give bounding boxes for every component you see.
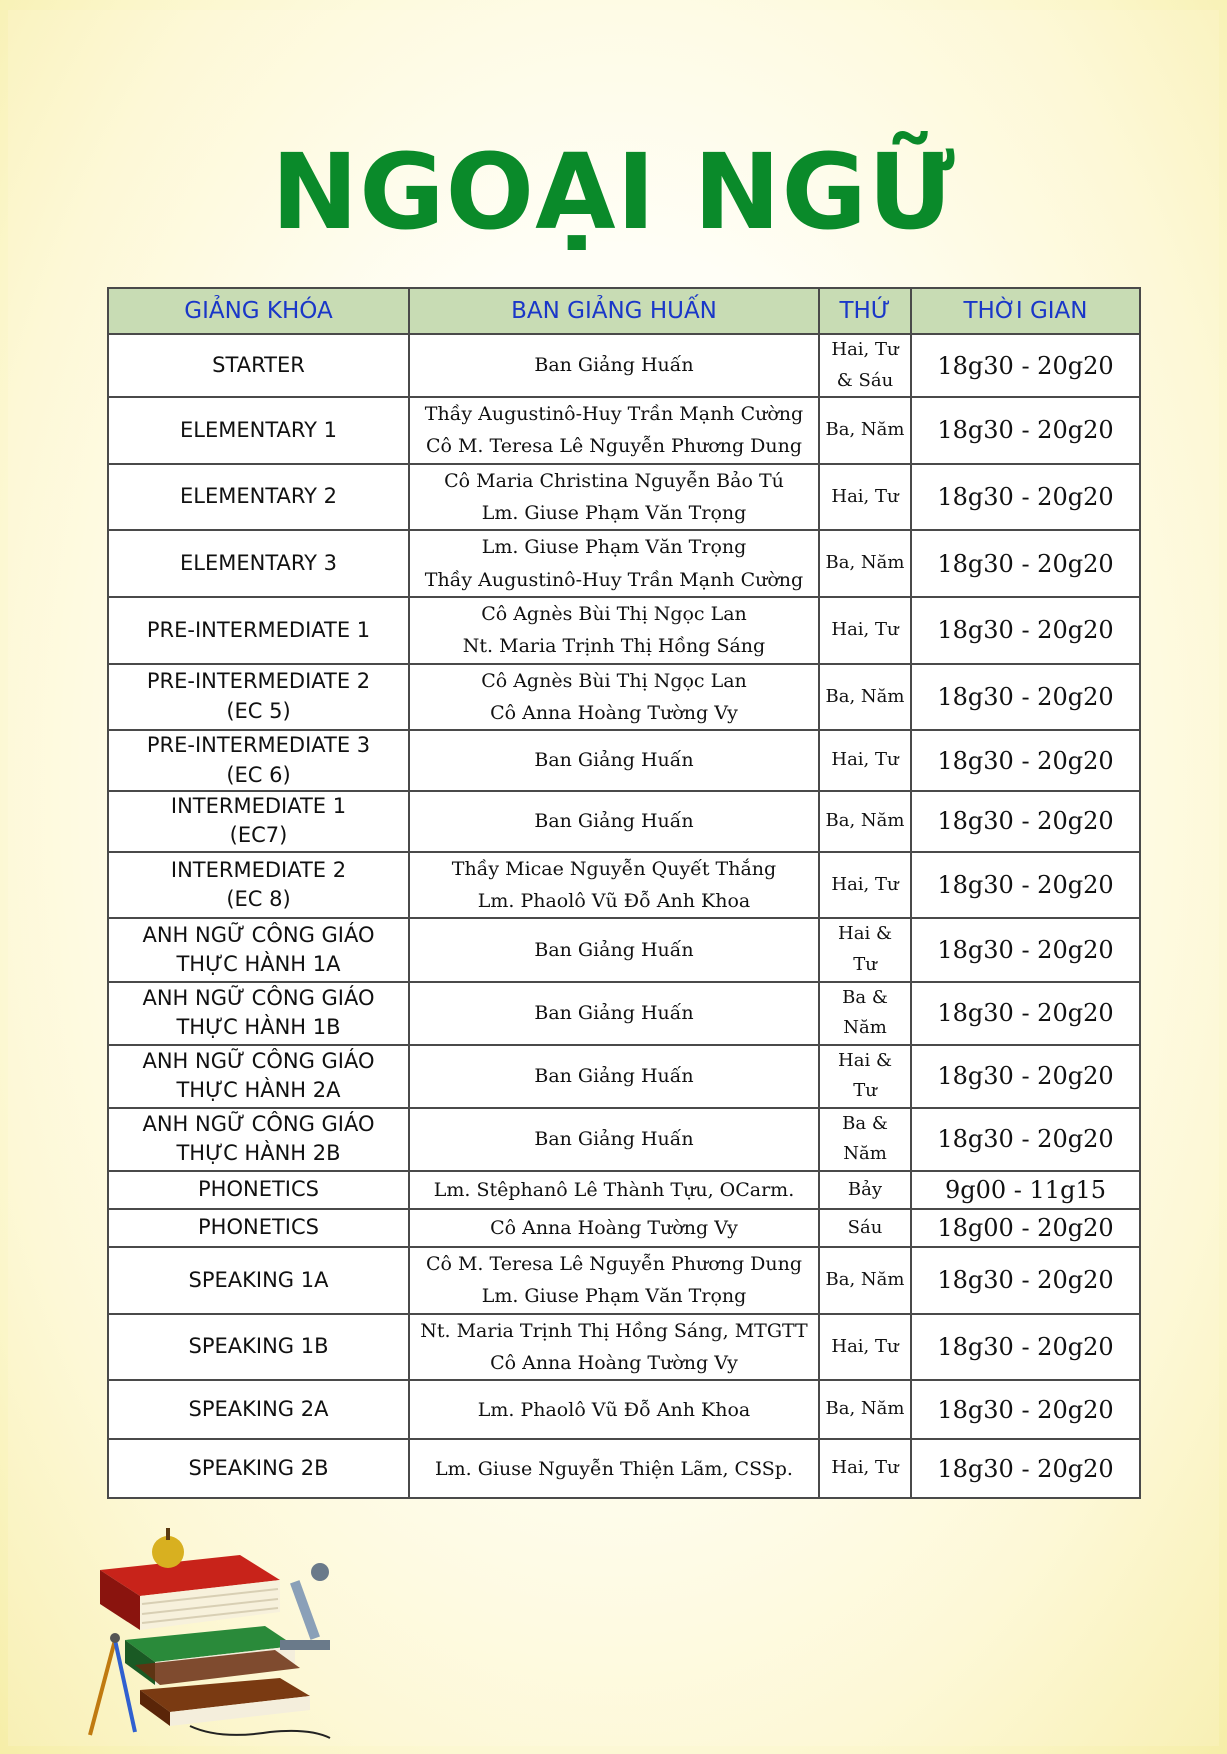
table-row — [108, 852, 1140, 919]
day-cell-line: Hai, Tư — [831, 485, 899, 507]
header-teachers: BAN GIẢNG HUẤN — [409, 288, 819, 334]
day-cell — [819, 597, 911, 664]
teacher-cell — [409, 1247, 819, 1314]
course-cell-line: (EC 8) — [226, 887, 291, 912]
day-cell — [819, 982, 911, 1045]
course-cell-line: SPEAKING 1A — [188, 1267, 329, 1292]
course-cell-line: (EC 6) — [226, 762, 291, 787]
time-cell: 18g30 - 20g20 — [911, 1380, 1140, 1439]
time-cell: 18g30 - 20g20 — [911, 1247, 1140, 1314]
course-cell-line: PRE-INTERMEDIATE 1 — [146, 617, 371, 642]
course-cell-line: SPEAKING 1B — [188, 1334, 329, 1359]
course-cell — [108, 1209, 409, 1247]
day-cell — [819, 397, 911, 464]
teacher-cell-line: Nt. Maria Trịnh Thị Hồng Sáng, MTGTT — [420, 1319, 808, 1342]
teacher-cell — [409, 334, 819, 397]
table-row — [108, 1247, 1140, 1314]
table-row — [108, 664, 1140, 731]
course-cell-line: (EC7) — [229, 823, 288, 848]
table-row — [108, 1209, 1140, 1247]
teacher-cell-line: Ban Giảng Huấn — [534, 1065, 694, 1088]
day-cell-line: Ba, Năm — [825, 1269, 905, 1291]
day-cell — [819, 1314, 911, 1381]
course-cell — [108, 852, 409, 919]
teacher-cell-line: Lm. Phaolô Vũ Đỗ Anh Khoa — [477, 890, 751, 913]
day-cell-line: Hai & — [838, 1049, 892, 1071]
day-cell-line: & Sáu — [836, 369, 894, 391]
course-cell-line: INTERMEDIATE 2 — [170, 857, 347, 882]
header-time: THỜI GIAN — [911, 288, 1140, 334]
time-cell: 18g30 - 20g20 — [911, 464, 1140, 531]
teacher-cell-line: Lm. Stêphanô Lê Thành Tựu, OCarm. — [433, 1178, 795, 1201]
time-cell: 18g30 - 20g20 — [911, 597, 1140, 664]
time-cell: 18g30 - 20g20 — [911, 334, 1140, 397]
time-cell: 18g00 - 20g20 — [911, 1209, 1140, 1247]
table-row — [108, 1171, 1140, 1209]
table-row — [108, 1439, 1140, 1498]
course-cell — [108, 918, 409, 981]
stack-of-books-icon — [80, 1500, 350, 1740]
teacher-cell — [409, 1209, 819, 1247]
time-cell: 18g30 - 20g20 — [911, 730, 1140, 791]
course-cell — [108, 597, 409, 664]
day-cell — [819, 918, 911, 981]
teacher-cell-line: Thầy Augustinô-Huy Trần Mạnh Cường — [424, 568, 804, 591]
course-cell-line: SPEAKING 2B — [188, 1456, 329, 1481]
course-cell — [108, 334, 409, 397]
day-cell-line: Năm — [843, 1017, 887, 1039]
teacher-cell-line: Ban Giảng Huấn — [534, 938, 694, 961]
day-cell — [819, 1171, 911, 1209]
course-cell — [108, 1247, 409, 1314]
day-cell-line: Hai & — [838, 923, 892, 945]
course-cell-line: THỰC HÀNH 2B — [176, 1141, 341, 1166]
time-cell: 18g30 - 20g20 — [911, 397, 1140, 464]
table-row — [108, 1380, 1140, 1439]
table-row — [108, 597, 1140, 664]
teacher-cell — [409, 791, 819, 852]
teacher-cell-line: Cô Anna Hoàng Tường Vy — [490, 1216, 738, 1239]
teacher-cell — [409, 852, 819, 919]
course-cell-line: ANH NGỮ CÔNG GIÁO — [142, 922, 375, 947]
table-row — [108, 397, 1140, 464]
header-row — [108, 288, 1140, 334]
course-cell — [108, 530, 409, 597]
teacher-cell-line: Lm. Giuse Nguyễn Thiện Lãm, CSSp. — [435, 1457, 793, 1480]
course-cell-line: ELEMENTARY 2 — [179, 484, 337, 509]
teacher-cell-line: Cô Anna Hoàng Tường Vy — [490, 1351, 738, 1374]
teacher-cell-line: Cô M. Teresa Lê Nguyễn Phương Dung — [425, 435, 803, 458]
table-row — [108, 464, 1140, 531]
course-cell — [108, 397, 409, 464]
time-cell: 18g30 - 20g20 — [911, 664, 1140, 731]
course-cell-line: SPEAKING 2A — [188, 1397, 329, 1422]
table-row — [108, 530, 1140, 597]
day-cell-line: Hai, Tư — [831, 339, 899, 360]
day-cell — [819, 1439, 911, 1498]
day-cell-line: Ba & — [842, 1112, 888, 1134]
day-cell — [819, 334, 911, 397]
course-cell-line: ANH NGỮ CÔNG GIÁO — [142, 1112, 375, 1137]
course-cell-line: ANH NGỮ CÔNG GIÁO — [142, 985, 375, 1010]
day-cell-line: Hai, Tư — [831, 1457, 899, 1479]
teacher-cell — [409, 1045, 819, 1108]
course-cell — [108, 1314, 409, 1381]
time-cell: 18g30 - 20g20 — [911, 530, 1140, 597]
day-cell-line: Ba, Năm — [825, 810, 905, 832]
time-cell: 18g30 - 20g20 — [911, 918, 1140, 981]
day-cell — [819, 1247, 911, 1314]
table-row — [108, 791, 1140, 852]
day-cell — [819, 1380, 911, 1439]
time-cell: 18g30 - 20g20 — [911, 1045, 1140, 1108]
schedule-table — [107, 287, 1141, 1499]
day-cell-line: Sáu — [847, 1216, 883, 1238]
course-cell-line: STARTER — [212, 352, 305, 377]
teacher-cell-line: Ban Giảng Huấn — [534, 1001, 694, 1024]
teacher-cell — [409, 1314, 819, 1381]
time-cell: 9g00 - 11g15 — [911, 1171, 1140, 1209]
schedule-body — [108, 334, 1140, 1498]
teacher-cell-line: Cô Agnès Bùi Thị Ngọc Lan — [481, 669, 747, 692]
day-cell-line: Hai, Tư — [831, 618, 899, 640]
teacher-cell — [409, 918, 819, 981]
header-course: GIẢNG KHÓA — [108, 288, 409, 334]
course-cell — [108, 1439, 409, 1498]
day-cell — [819, 664, 911, 731]
time-cell: 18g30 - 20g20 — [911, 1439, 1140, 1498]
table-row — [108, 982, 1140, 1045]
header-day: THỨ — [819, 288, 911, 334]
course-cell — [108, 1045, 409, 1108]
day-cell — [819, 852, 911, 919]
teacher-cell-line: Nt. Maria Trịnh Thị Hồng Sáng — [462, 635, 766, 658]
course-cell-line: ELEMENTARY 3 — [179, 550, 337, 575]
teacher-cell — [409, 597, 819, 664]
course-cell-line: THỰC HÀNH 1A — [176, 951, 341, 976]
course-cell-line: PRE-INTERMEDIATE 2 — [146, 669, 371, 694]
course-cell — [108, 664, 409, 731]
table-row — [108, 730, 1140, 791]
teacher-cell-line: Cô M. Teresa Lê Nguyễn Phương Dung — [425, 1253, 803, 1276]
day-cell — [819, 730, 911, 791]
day-cell-line: Ba, Năm — [825, 552, 905, 574]
day-cell-line: Hai, Tư — [831, 1335, 899, 1357]
teacher-cell-line: Ban Giảng Huấn — [534, 810, 694, 833]
day-cell-line: Hai, Tư — [831, 749, 899, 771]
teacher-cell-line: Ban Giảng Huấn — [534, 354, 694, 377]
day-cell-line: Ba, Năm — [825, 419, 905, 441]
day-cell-line: Tư — [853, 953, 877, 975]
teacher-cell — [409, 1171, 819, 1209]
teacher-cell-line: Thầy Augustinô-Huy Trần Mạnh Cường — [424, 403, 804, 426]
time-cell: 18g30 - 20g20 — [911, 1108, 1140, 1171]
day-cell — [819, 1209, 911, 1247]
page-title: NGOẠI NGỮ — [271, 131, 956, 253]
teacher-cell — [409, 982, 819, 1045]
day-cell-line: Bảy — [847, 1178, 883, 1200]
teacher-cell-line: Ban Giảng Huấn — [534, 1128, 694, 1151]
day-cell-line: Ba & — [842, 986, 888, 1008]
day-cell-line: Ba, Năm — [825, 1398, 905, 1420]
course-cell-line: PHONETICS — [198, 1177, 319, 1202]
teacher-cell — [409, 464, 819, 531]
course-cell-line: INTERMEDIATE 1 — [170, 793, 347, 818]
day-cell — [819, 464, 911, 531]
day-cell-line: Ba, Năm — [825, 685, 905, 707]
teacher-cell-line: Lm. Giuse Phạm Văn Trọng — [481, 502, 747, 525]
course-cell-line: PHONETICS — [198, 1215, 319, 1240]
teacher-cell — [409, 664, 819, 731]
time-cell: 18g30 - 20g20 — [911, 852, 1140, 919]
day-cell — [819, 1108, 911, 1171]
teacher-cell-line: Cô Agnès Bùi Thị Ngọc Lan — [481, 602, 747, 625]
teacher-cell-line: Lm. Giuse Phạm Văn Trọng — [481, 536, 747, 559]
table-row — [108, 1108, 1140, 1171]
table-row — [108, 334, 1140, 397]
day-cell-line: Tư — [853, 1080, 877, 1102]
course-cell — [108, 464, 409, 531]
table-row — [108, 918, 1140, 981]
teacher-cell-line: Thầy Micae Nguyễn Quyết Thắng — [451, 857, 777, 880]
course-cell-line: THỰC HÀNH 1B — [176, 1015, 341, 1040]
teacher-cell — [409, 397, 819, 464]
course-cell-line: ANH NGỮ CÔNG GIÁO — [142, 1048, 375, 1073]
teacher-cell-line: Lm. Phaolô Vũ Đỗ Anh Khoa — [477, 1398, 751, 1421]
table-row — [108, 1314, 1140, 1381]
teacher-cell-line: Lm. Giuse Phạm Văn Trọng — [481, 1285, 747, 1308]
teacher-cell — [409, 1108, 819, 1171]
time-cell: 18g30 - 20g20 — [911, 1314, 1140, 1381]
course-cell — [108, 791, 409, 852]
teacher-cell-line: Ban Giảng Huấn — [534, 749, 694, 772]
time-cell: 18g30 - 20g20 — [911, 982, 1140, 1045]
course-cell-line: PRE-INTERMEDIATE 3 — [146, 733, 371, 758]
day-cell-line: Năm — [843, 1143, 887, 1165]
course-cell-line: (EC 5) — [226, 698, 291, 723]
teacher-cell-line: Cô Maria Christina Nguyễn Bảo Tú — [444, 469, 784, 492]
teacher-cell-line: Cô Anna Hoàng Tường Vy — [490, 701, 738, 724]
day-cell — [819, 530, 911, 597]
day-cell-line: Hai, Tư — [831, 873, 899, 895]
course-cell — [108, 982, 409, 1045]
time-cell: 18g30 - 20g20 — [911, 791, 1140, 852]
course-cell — [108, 730, 409, 791]
table-row — [108, 1045, 1140, 1108]
teacher-cell — [409, 1380, 819, 1439]
teacher-cell — [409, 530, 819, 597]
course-cell — [108, 1171, 409, 1209]
day-cell — [819, 791, 911, 852]
course-cell-line: THỰC HÀNH 2A — [176, 1078, 341, 1103]
course-cell-line: ELEMENTARY 1 — [179, 417, 337, 442]
day-cell — [819, 1045, 911, 1108]
teacher-cell — [409, 730, 819, 791]
teacher-cell — [409, 1439, 819, 1498]
course-cell — [108, 1108, 409, 1171]
course-cell — [108, 1380, 409, 1439]
